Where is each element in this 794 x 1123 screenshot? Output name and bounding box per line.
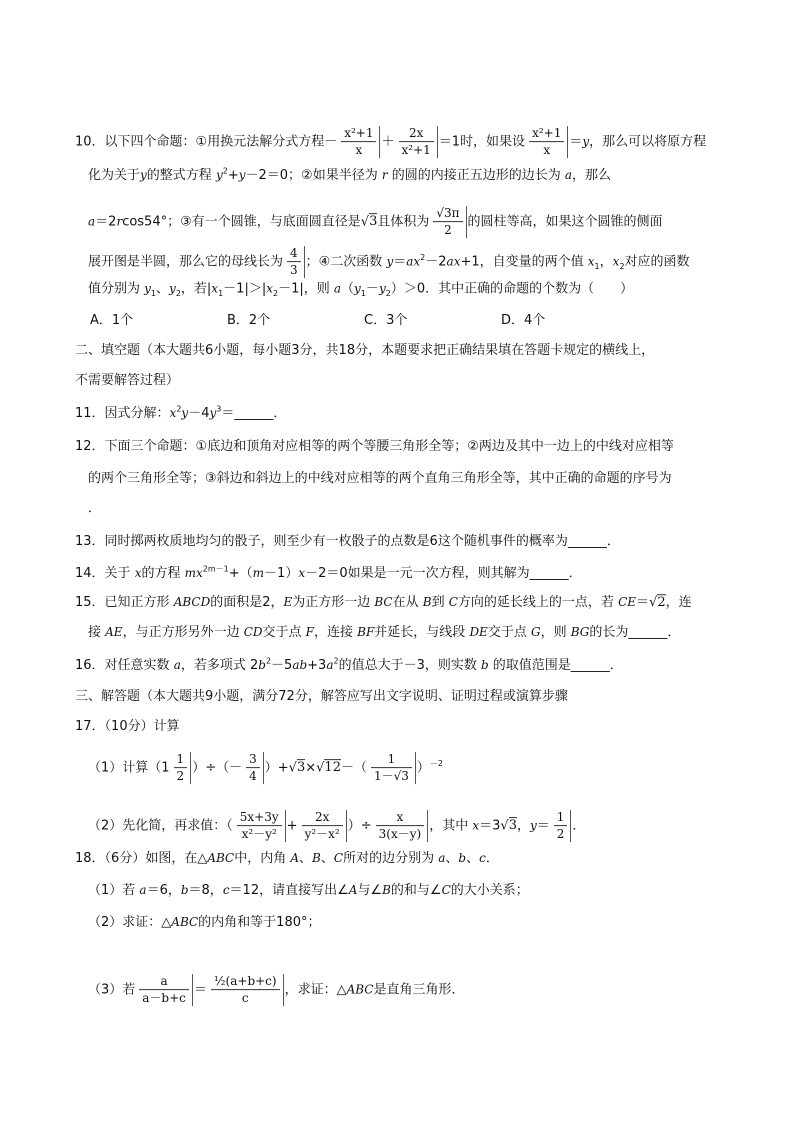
text: ） bbox=[416, 760, 430, 776]
q17-heading bbox=[75, 719, 180, 735]
math-variable: b bbox=[258, 657, 266, 672]
text: ， bbox=[599, 254, 613, 270]
math-variable: r bbox=[381, 167, 388, 182]
text: ）+ bbox=[264, 760, 289, 776]
math-variable: y bbox=[529, 818, 537, 833]
text: －（ bbox=[340, 760, 367, 776]
fraction bbox=[284, 246, 305, 278]
answer-option: D．4个 bbox=[501, 313, 546, 329]
text: ，连接 bbox=[314, 625, 358, 641]
math-variable: y bbox=[378, 281, 386, 296]
numerator: 2x bbox=[302, 810, 343, 826]
text: －4 bbox=[188, 405, 210, 421]
text: ． bbox=[485, 851, 499, 867]
section-2-heading bbox=[75, 343, 654, 359]
text: ；④二次函数 bbox=[305, 254, 387, 270]
text: －2 bbox=[425, 254, 447, 270]
math-variable: a bbox=[438, 851, 446, 866]
math-variable: F bbox=[305, 625, 314, 640]
text: 的长为______． bbox=[589, 625, 681, 641]
math-variable: a bbox=[333, 281, 342, 296]
square-root bbox=[316, 760, 341, 776]
math-variable: r bbox=[116, 214, 123, 229]
text: 的和与∠ bbox=[390, 883, 442, 899]
text: 17．（10分）计算 bbox=[75, 719, 180, 735]
text: （1）计算（1 bbox=[88, 760, 170, 776]
text: ，连 bbox=[665, 595, 692, 611]
math-variable: y bbox=[582, 134, 590, 149]
q15-line-2 bbox=[88, 625, 680, 641]
fraction bbox=[136, 974, 193, 1006]
math-variable: y bbox=[140, 167, 147, 182]
text: ，则 bbox=[540, 625, 571, 641]
math-variable: c bbox=[479, 851, 486, 866]
fraction bbox=[338, 126, 380, 158]
subscript: 1 bbox=[150, 289, 157, 298]
text: ，若多项式 2 bbox=[180, 657, 259, 673]
text: 对应的函数 bbox=[624, 254, 690, 270]
text: ＝______． bbox=[221, 405, 287, 421]
radical-sign-icon: √ bbox=[288, 760, 297, 776]
numerator: x²+1 bbox=[341, 126, 376, 142]
numerator: √3π bbox=[433, 206, 462, 222]
q11 bbox=[75, 405, 286, 422]
square-root bbox=[361, 214, 378, 230]
radicand: 3 bbox=[369, 214, 378, 230]
math-variable: C bbox=[441, 883, 451, 898]
text: －2＝0；②如果半径为 bbox=[245, 167, 382, 183]
numerator: 4 bbox=[287, 246, 301, 262]
math-variable: ax bbox=[446, 254, 461, 269]
text: 14．关于 bbox=[75, 565, 135, 581]
superscript: －2 bbox=[429, 759, 444, 769]
text: 中，内角 bbox=[234, 851, 291, 867]
math-variable: C bbox=[333, 851, 344, 866]
q10-line-2 bbox=[88, 167, 611, 184]
math-variable: x bbox=[298, 565, 306, 580]
math-variable: B bbox=[422, 595, 432, 610]
text: ＋ bbox=[381, 134, 395, 150]
text: ＝ bbox=[536, 818, 550, 834]
radical-sign-icon: √ bbox=[316, 760, 325, 776]
section-3-heading bbox=[75, 689, 568, 705]
text: × bbox=[305, 760, 317, 776]
numerator: x bbox=[376, 810, 425, 826]
superscript: 2 bbox=[176, 404, 182, 414]
superscript: 2m－1 bbox=[202, 564, 229, 574]
square-root bbox=[649, 594, 666, 610]
math-variable: x bbox=[211, 281, 219, 296]
text: 的大小关系； bbox=[450, 883, 529, 899]
text: 16．对任意实数 bbox=[75, 657, 174, 673]
text: （2）先化简，再求值：（ bbox=[88, 818, 233, 834]
math-variable: ABC bbox=[207, 851, 235, 866]
subscript: 2 bbox=[272, 289, 279, 298]
math-variable: a bbox=[173, 657, 181, 672]
math-variable: ab bbox=[292, 657, 308, 672]
radicand: 12 bbox=[324, 760, 341, 776]
fraction bbox=[430, 206, 466, 238]
math-variable: b bbox=[480, 657, 489, 672]
math-variable: ax bbox=[406, 254, 421, 269]
text: cos54°；③有一个圆锥，与底面圆直径是 bbox=[122, 214, 361, 230]
q10-line-1 bbox=[75, 126, 706, 158]
text: +1，自变量的两个值 bbox=[460, 254, 588, 270]
math-variable: ABC bbox=[346, 982, 374, 997]
square-root bbox=[289, 760, 306, 776]
q12-line-2 bbox=[88, 471, 672, 487]
math-variable: y bbox=[215, 167, 223, 182]
text: 10．以下四个命题：①用换元法解分式方程－ bbox=[75, 134, 338, 150]
subscript: 1 bbox=[360, 289, 366, 298]
q12-line-3 bbox=[88, 501, 101, 517]
fraction bbox=[243, 752, 264, 784]
denominator: x bbox=[543, 143, 551, 158]
text: ，其中 bbox=[429, 818, 473, 834]
text: －1） bbox=[264, 565, 299, 581]
text: + bbox=[227, 167, 239, 183]
text: 的面积是2， bbox=[210, 595, 284, 611]
q10-options bbox=[90, 313, 638, 329]
math-variable: BG bbox=[570, 625, 590, 640]
numerator: ½(a+b+c) bbox=[211, 974, 280, 990]
radical-sign-icon: √ bbox=[649, 595, 658, 611]
math-variable: x bbox=[587, 254, 595, 269]
text: 方向的延长线上的一点，若 bbox=[457, 595, 619, 611]
text: ． bbox=[572, 818, 586, 834]
text: 三、解答题（本大题共9小题，满分72分，解答应写出文字说明、证明过程或演算步骤 bbox=[75, 689, 568, 705]
text: 的内角和等于180°； bbox=[198, 915, 321, 931]
fraction bbox=[526, 126, 568, 158]
superscript: 2 bbox=[222, 166, 228, 176]
math-variable: y bbox=[238, 167, 246, 182]
math-variable: CE bbox=[618, 595, 637, 610]
text: +（ bbox=[228, 565, 253, 581]
q10-line-4 bbox=[88, 246, 690, 278]
text: 所对的边分别为 bbox=[343, 851, 439, 867]
text: 在从 bbox=[392, 595, 423, 611]
text: ，求证：△ bbox=[284, 982, 347, 998]
text: 展开图是半圆，那么它的母线长为 bbox=[88, 254, 284, 270]
math-variable: x bbox=[169, 405, 177, 420]
fraction bbox=[373, 810, 429, 842]
text: 为正方形一边 bbox=[292, 595, 375, 611]
text: ＝ bbox=[636, 595, 650, 611]
text: ，与正方形另外一边 bbox=[122, 625, 244, 641]
numerator: 1 bbox=[174, 752, 188, 768]
math-variable: BC bbox=[374, 595, 393, 610]
math-variable: m bbox=[252, 565, 265, 580]
text: 的圆的内接正五边形的边长为 bbox=[387, 167, 565, 183]
text: 与∠ bbox=[357, 883, 383, 899]
text: （ bbox=[341, 281, 355, 297]
text: －1|＞| bbox=[223, 281, 267, 297]
text: 接 bbox=[88, 625, 106, 641]
fraction bbox=[368, 752, 416, 784]
denominator: y²－x² bbox=[304, 827, 340, 842]
text: 的整式方程 bbox=[146, 167, 216, 183]
math-variable: b bbox=[458, 851, 467, 866]
math-variable: G bbox=[530, 625, 541, 640]
denominator: 2 bbox=[176, 769, 185, 784]
text: 二、填空题（本大题共6小题，每小题3分，共18分，本题要求把正确结果填在答题卡规定的横线上， bbox=[75, 343, 655, 359]
text: 12．下面三个命题：①底边和顶角对应相等的两个等腰三角形全等；②两边及其中一边上的中线对应相等 bbox=[75, 439, 674, 455]
answer-option: A．1个 bbox=[90, 313, 134, 329]
numerator: 1 bbox=[371, 752, 412, 768]
text: 、 bbox=[320, 851, 334, 867]
q17-part-1 bbox=[88, 752, 443, 784]
math-variable: a bbox=[88, 214, 96, 229]
text: ，那么可以将原方程 bbox=[589, 134, 707, 150]
text: － bbox=[365, 281, 379, 297]
text: 13．同时掷两枚质地均匀的骰子，则至少有一枚骰子的点数是6这个随机事件的概率为______． bbox=[75, 534, 620, 550]
denominator: c bbox=[241, 991, 249, 1006]
text: + bbox=[286, 818, 298, 834]
text: ＝6， bbox=[146, 883, 181, 899]
fraction bbox=[208, 974, 284, 1006]
math-variable: ABCD bbox=[173, 595, 211, 610]
text: 交于点 bbox=[262, 625, 306, 641]
radicand: 2 bbox=[657, 595, 666, 611]
denominator: a－b+c bbox=[142, 991, 186, 1006]
q10-line-3 bbox=[88, 206, 663, 238]
text: 、 bbox=[445, 851, 459, 867]
math-variable: B bbox=[312, 851, 321, 866]
q12-line-1 bbox=[75, 439, 674, 455]
math-variable: BF bbox=[357, 625, 375, 640]
text: +3 bbox=[307, 657, 327, 673]
superscript: 3 bbox=[216, 404, 222, 414]
superscript: 2 bbox=[333, 656, 339, 666]
fraction bbox=[171, 752, 192, 784]
text: 的方程 bbox=[141, 565, 185, 581]
text: ）÷ bbox=[347, 818, 372, 834]
numerator: 3 bbox=[246, 752, 260, 768]
math-variable: AE bbox=[105, 625, 123, 640]
radical-sign-icon: √ bbox=[500, 818, 509, 834]
text: 、 bbox=[156, 281, 170, 297]
math-variable: E bbox=[283, 595, 293, 610]
q17-part-2 bbox=[88, 810, 585, 842]
text: 交于点 bbox=[487, 625, 531, 641]
text: ）＞0．其中正确的命题的个数为（ ） bbox=[390, 281, 634, 297]
text: ， bbox=[516, 818, 530, 834]
numerator: x²+1 bbox=[529, 126, 564, 142]
q14 bbox=[75, 565, 582, 582]
denominator: 2 bbox=[444, 223, 452, 238]
math-variable: B bbox=[382, 883, 391, 898]
math-variable: y bbox=[144, 281, 151, 296]
subscript: 2 bbox=[619, 262, 625, 272]
radicand: 3 bbox=[296, 760, 306, 776]
text: －1|，则 bbox=[278, 281, 334, 297]
math-variable: A bbox=[348, 883, 358, 898]
math-variable: CD bbox=[243, 625, 263, 640]
denominator: x²－y² bbox=[241, 827, 277, 842]
q10-line-5 bbox=[88, 281, 633, 298]
denominator: 3 bbox=[290, 263, 298, 278]
math-variable: x bbox=[266, 281, 273, 296]
denominator: x²+1 bbox=[401, 143, 431, 158]
text: （1）若 bbox=[88, 883, 140, 899]
math-variable: x bbox=[612, 254, 620, 269]
text: （3）若 bbox=[88, 982, 136, 998]
math-variable: y bbox=[169, 281, 176, 296]
math-variable: a bbox=[326, 657, 334, 672]
denominator: 4 bbox=[249, 769, 257, 784]
q16 bbox=[75, 657, 623, 674]
fraction bbox=[299, 810, 347, 842]
math-variable: y bbox=[181, 405, 189, 420]
math-variable: a bbox=[564, 167, 573, 182]
section-2-heading-cont bbox=[75, 373, 179, 389]
math-variable: A bbox=[290, 851, 300, 866]
denominator: 3(x－y) bbox=[378, 827, 422, 842]
answer-option: C．3个 bbox=[364, 313, 408, 329]
text: 18．（6分）如图，在△ bbox=[75, 851, 208, 867]
superscript: 2 bbox=[265, 656, 272, 666]
text: 11．因式分解： bbox=[75, 405, 170, 421]
math-variable: DE bbox=[469, 625, 488, 640]
q18-part-2 bbox=[88, 915, 321, 931]
text: 值分别为 bbox=[88, 281, 145, 297]
text: －5 bbox=[271, 657, 293, 673]
text: 的圆柱等高，如果这个圆锥的侧面 bbox=[467, 214, 663, 230]
text: 的取值范围是______． bbox=[488, 657, 623, 673]
denominator: x bbox=[355, 143, 363, 158]
text: 并延长，与线段 bbox=[374, 625, 470, 641]
text: ． bbox=[88, 501, 102, 517]
math-variable: c bbox=[222, 883, 230, 898]
text: 、 bbox=[299, 851, 313, 867]
text: －2＝0如果是一元一次方程，则其解为______． bbox=[305, 565, 582, 581]
radicand: 3 bbox=[508, 818, 517, 834]
text: 且体积为 bbox=[377, 214, 430, 230]
text: 是直角三角形． bbox=[373, 982, 465, 998]
text: 化为关于 bbox=[88, 167, 141, 183]
math-variable: b bbox=[180, 883, 189, 898]
radical-sign-icon: √ bbox=[360, 214, 370, 230]
text: ＝12，请直接写出∠ bbox=[229, 883, 349, 899]
subscript: 1 bbox=[218, 289, 224, 298]
text: 15．已知正方形 bbox=[75, 595, 174, 611]
math-variable: a bbox=[139, 883, 147, 898]
numerator: 2x bbox=[399, 126, 434, 142]
math-variable: mx bbox=[184, 565, 203, 580]
subscript: 2 bbox=[385, 289, 391, 298]
math-variable: y bbox=[354, 281, 361, 296]
math-variable: y bbox=[209, 405, 217, 420]
q18-part-1 bbox=[88, 883, 529, 899]
text: 的值总大于－3，则实数 bbox=[338, 657, 481, 673]
q13 bbox=[75, 534, 620, 550]
math-variable: x bbox=[472, 818, 480, 833]
text: ＝1时，如果设 bbox=[438, 134, 526, 150]
subscript: 1 bbox=[594, 262, 600, 272]
text: ＝ bbox=[569, 134, 583, 150]
text: 、 bbox=[466, 851, 480, 867]
subscript: 2 bbox=[175, 289, 181, 298]
text: ，那么 bbox=[572, 167, 612, 183]
text: ＝ bbox=[393, 254, 407, 270]
denominator: 1－√3 bbox=[373, 769, 409, 784]
math-variable: C bbox=[448, 595, 458, 610]
fraction bbox=[234, 810, 286, 842]
q18-heading bbox=[75, 851, 499, 867]
math-variable: ABC bbox=[171, 915, 199, 930]
text: 不需要解答过程） bbox=[75, 373, 180, 389]
math-variable: x bbox=[134, 565, 142, 580]
text: ，若| bbox=[180, 281, 212, 297]
q18-part-3 bbox=[88, 974, 465, 1006]
text: 到 bbox=[431, 595, 449, 611]
square-root bbox=[500, 818, 517, 834]
answer-option: B．2个 bbox=[227, 313, 271, 329]
q15-line-1 bbox=[75, 595, 692, 611]
text: ）÷（－ bbox=[192, 760, 243, 776]
text: ＝3 bbox=[479, 818, 501, 834]
text: ＝ bbox=[193, 982, 207, 998]
numerator: 5x+3y bbox=[237, 810, 282, 826]
math-variable: y bbox=[386, 254, 394, 269]
superscript: 2 bbox=[420, 253, 426, 263]
denominator: 2 bbox=[556, 827, 565, 842]
fraction bbox=[551, 810, 572, 842]
text: ＝2 bbox=[95, 214, 117, 230]
numerator: 1 bbox=[554, 810, 568, 826]
fraction bbox=[396, 126, 438, 158]
text: ＝8， bbox=[188, 883, 223, 899]
text: 的两个三角形全等；③斜边和斜边上的中线对应相等的两个直角三角形全等，其中正确的命题的序号为 bbox=[88, 471, 672, 487]
text: （2）求证：△ bbox=[88, 915, 172, 931]
numerator: a bbox=[139, 974, 189, 990]
